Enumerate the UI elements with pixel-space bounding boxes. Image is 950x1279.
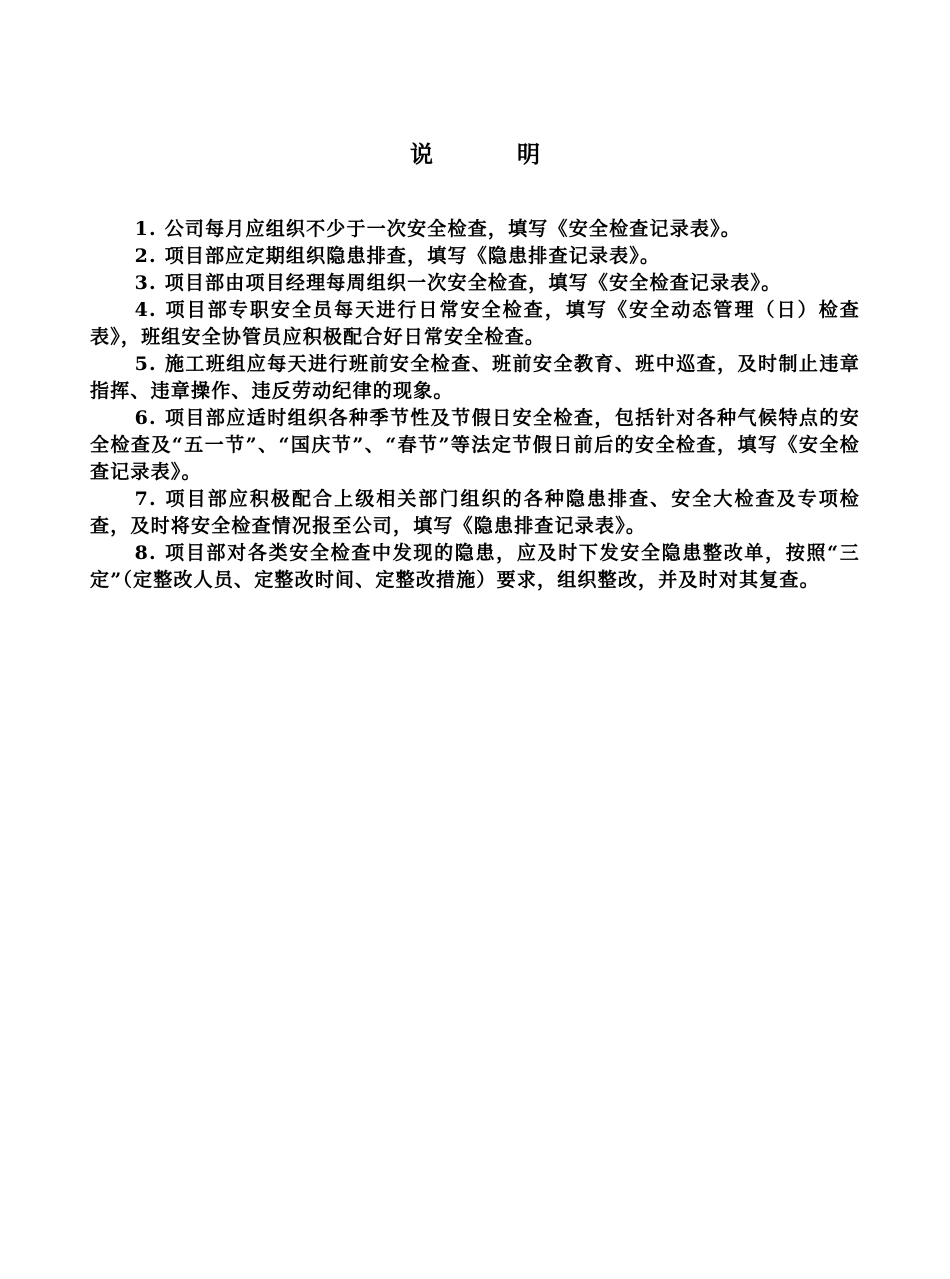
instruction-item-6: 6. 项目部应适时组织各种季节性及节假日安全检查，包括针对各种气候特点的安全检查及“五一节”、“国庆节”、“春节”等法定节假日前后的安全检查，填写《安全检查记录表》。 [90, 407, 860, 483]
instruction-item-2: 2. 项目部应定期组织隐患排查，填写《隐患排查记录表》。 [134, 245, 661, 267]
instruction-item-7: 7. 项目部应积极配合上级相关部门组织的各种隐患排查、安全大检查及专项检查，及时将安全检查情况报至公司，填写《隐患排查记录表》。 [90, 488, 860, 537]
instruction-list [90, 216, 860, 594]
instruction-item-4: 4. 项目部专职安全员每天进行日常安全检查，填写《安全动态管理（日）检查表》，班组安全协管员应积极配合好日常安全检查。 [90, 299, 860, 348]
instruction-item-1: 1. 公司每月应组织不少于一次安全检查，填写《安全检查记录表》。 [134, 218, 741, 240]
instruction-item-5: 5. 施工班组应每天进行班前安全检查、班前安全教育、班中巡查，及时制止违章指挥、违章操作、违反劳动纪律的现象。 [90, 353, 860, 402]
instruction-item-3: 3. 项目部由项目经理每周组织一次安全检查，填写《安全检查记录表》。 [134, 272, 782, 294]
instruction-item-8: 8. 项目部对各类安全检查中发现的隐患，应及时下发安全隐患整改单，按照“三定”（定整改人员、定整改时间、定整改措施）要求，组织整改，并及时对其复查。 [90, 542, 860, 591]
document-title: 说 明 [409, 141, 578, 168]
document-page [90, 138, 860, 594]
